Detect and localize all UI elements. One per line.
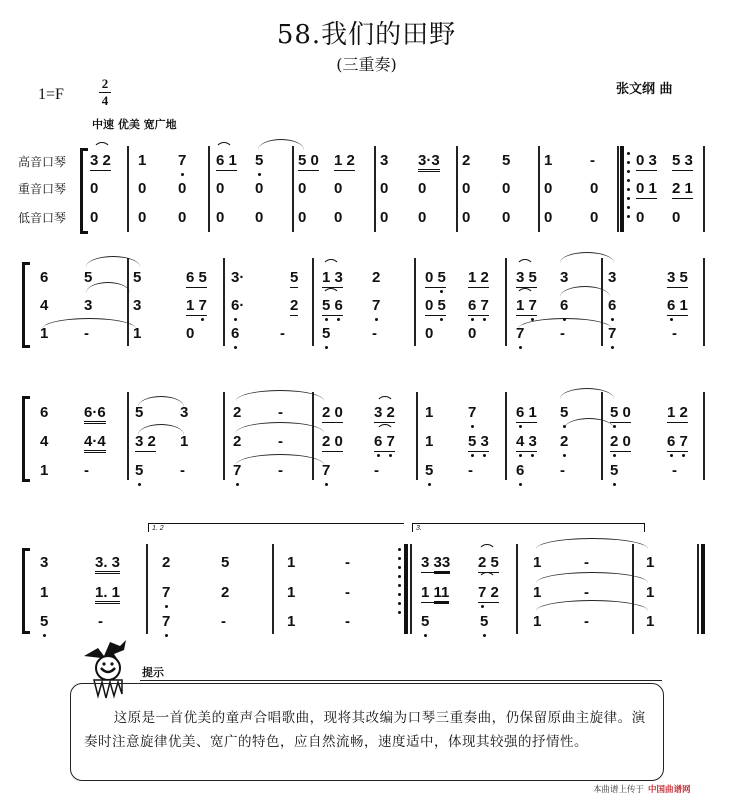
- tie: [86, 256, 140, 267]
- note-digit: 0: [425, 297, 438, 314]
- note: 5 0: [610, 404, 631, 421]
- note: 2 1: [672, 180, 693, 197]
- note: [468, 434, 489, 452]
- note: 0: [255, 180, 264, 197]
- time-numerator: 2: [101, 76, 109, 91]
- slur: [322, 259, 340, 268]
- note: 2: [162, 554, 171, 571]
- note: 3: [180, 404, 189, 421]
- note-digit: 5: [437, 297, 446, 314]
- note: 2: [462, 152, 471, 169]
- note-digit: 5: [468, 433, 477, 450]
- note: 1: [425, 433, 434, 450]
- note: 2 5: [478, 554, 499, 571]
- note: 5: [135, 404, 144, 421]
- note-digit: 5: [40, 613, 49, 630]
- note: 0: [334, 209, 343, 226]
- rest-dash: -: [221, 613, 226, 630]
- note-digit: 7: [516, 325, 525, 342]
- note: 0: [425, 325, 434, 342]
- note-digit: 0: [425, 269, 438, 286]
- note: 2: [290, 297, 299, 314]
- barline: [601, 258, 603, 346]
- note: 1: [287, 584, 296, 601]
- instrument-label-bass: 低音口琴: [18, 211, 67, 225]
- note: 6: [40, 269, 49, 286]
- note-digit: 5: [560, 404, 569, 421]
- note-digit: 6: [374, 433, 383, 450]
- note: 0 3: [636, 152, 657, 169]
- note: [608, 298, 616, 314]
- note-digit: 7: [178, 152, 187, 169]
- note: [233, 463, 241, 479]
- note: 3: [84, 297, 93, 314]
- note-digit: 7: [372, 297, 381, 314]
- note-digit: 6: [667, 297, 676, 314]
- note-digit: 6: [231, 325, 240, 342]
- volta-1-2: 1. 2: [148, 523, 404, 532]
- note: [560, 434, 568, 450]
- note-digit: 7: [480, 297, 489, 314]
- note: [560, 405, 568, 421]
- barline: [505, 258, 507, 346]
- note: 1 2: [334, 152, 355, 169]
- note: 3·3: [418, 153, 440, 172]
- note-digit: 7: [322, 462, 331, 479]
- note: 1: [544, 152, 553, 169]
- note-digit: 7: [608, 325, 617, 342]
- note-digit: 2: [610, 433, 619, 450]
- note: 0: [590, 209, 599, 226]
- note: 4: [40, 297, 49, 314]
- note: 3 2: [135, 433, 156, 450]
- note: 0: [590, 180, 599, 197]
- note: 5: [221, 554, 230, 571]
- note-digit: 5: [421, 613, 430, 630]
- note: 1: [180, 433, 189, 450]
- barline: [223, 392, 225, 480]
- tie: [86, 282, 130, 293]
- barline: [703, 392, 705, 480]
- rest-dash: -: [280, 325, 285, 342]
- note: 5 3: [672, 152, 693, 169]
- rest-dash: -: [98, 613, 103, 630]
- rest-dash: -: [584, 613, 589, 630]
- footer-brand[interactable]: 中国曲谱网: [648, 785, 691, 795]
- note-digit: 3: [480, 433, 489, 450]
- note-digit: 3: [421, 554, 434, 571]
- note-digit: 6: [560, 297, 569, 314]
- note: [425, 298, 446, 316]
- note: [40, 614, 48, 630]
- repeat-dots: [398, 548, 401, 620]
- note: [162, 585, 170, 601]
- note: 1: [646, 613, 655, 630]
- note: [231, 326, 239, 342]
- barline: [703, 146, 705, 232]
- note-digit: 1: [516, 297, 529, 314]
- note: 0: [502, 209, 511, 226]
- note: [322, 463, 330, 479]
- note-digit: 5: [480, 613, 489, 630]
- note: 1: [533, 613, 542, 630]
- note-digit: 5: [135, 462, 144, 479]
- barline: [414, 258, 416, 346]
- slur: [516, 288, 534, 297]
- slur: [376, 424, 394, 433]
- tie: [138, 396, 184, 407]
- note: 0: [418, 180, 427, 197]
- barline: [505, 392, 507, 480]
- note: 1: [40, 462, 49, 479]
- note: [667, 434, 688, 452]
- note: 0: [502, 180, 511, 197]
- note: [480, 614, 488, 630]
- slur: [516, 259, 534, 268]
- note-digit: 7: [478, 584, 487, 601]
- note: [231, 298, 244, 314]
- rest-dash: -: [672, 462, 677, 479]
- note: 1: [533, 584, 542, 601]
- note: 5 0: [298, 152, 319, 169]
- note: 0: [298, 209, 307, 226]
- note: 1: [287, 554, 296, 571]
- barline: [617, 146, 619, 232]
- note-digit: 7: [162, 584, 171, 601]
- note: [322, 298, 343, 316]
- note: 2: [372, 269, 381, 286]
- note: 0: [468, 325, 477, 342]
- note: 6: [40, 404, 49, 421]
- footer-text: 本曲谱上传于: [593, 785, 645, 795]
- note: 7 2: [478, 584, 499, 601]
- note: [425, 270, 446, 288]
- rest-dash: -: [468, 462, 473, 479]
- note: [374, 434, 395, 452]
- note: 1: [646, 584, 655, 601]
- note: 1 2: [667, 404, 688, 421]
- barline: [601, 392, 603, 480]
- note: 0: [418, 209, 427, 226]
- rest-dash: -: [590, 152, 595, 169]
- note-digit: 7: [233, 462, 242, 479]
- barline: [416, 392, 418, 480]
- footer-watermark: [593, 783, 691, 795]
- note: 0: [380, 180, 389, 197]
- note: 0: [90, 209, 99, 226]
- rest-dash: -: [345, 584, 350, 601]
- rest-dash: -: [560, 462, 565, 479]
- note-digit: 2: [560, 433, 569, 450]
- note-digit: 7: [468, 404, 477, 421]
- note-digit: 6: [608, 297, 617, 314]
- note-digit: 4: [516, 433, 525, 450]
- barline: [272, 544, 274, 634]
- barline: [208, 146, 210, 232]
- barline: [374, 146, 376, 232]
- system-bracket: [80, 148, 88, 234]
- note: 0: [298, 180, 307, 197]
- tip-header-line: [140, 680, 662, 681]
- barline: [632, 544, 634, 634]
- note: 3 2: [374, 404, 395, 421]
- rest-dash: -: [84, 462, 89, 479]
- note: [608, 326, 616, 342]
- slur: [322, 288, 340, 297]
- note-digit: 6: [516, 404, 525, 421]
- note-digit: 5: [610, 404, 619, 421]
- barline: [538, 146, 540, 232]
- note: 3·: [231, 269, 245, 286]
- barline: [516, 544, 518, 634]
- note: 1: [40, 325, 49, 342]
- note: 0: [544, 180, 553, 197]
- barline: [312, 392, 314, 480]
- note: 6·6: [84, 405, 106, 424]
- note: [421, 555, 450, 573]
- note: [468, 405, 476, 421]
- slur: [478, 544, 496, 553]
- tie: [560, 286, 610, 297]
- note: 3 5: [516, 269, 537, 286]
- note: [516, 463, 524, 479]
- note: 5: [84, 269, 93, 286]
- note: [135, 463, 143, 479]
- barline: [292, 146, 294, 232]
- instrument-label-chord: 重音口琴: [18, 182, 67, 196]
- rest-dash: -: [584, 554, 589, 571]
- rest-dash: -: [345, 554, 350, 571]
- note: 1: [646, 554, 655, 571]
- rest-dash: -: [84, 325, 89, 342]
- slur: [93, 142, 111, 151]
- tie: [560, 252, 614, 263]
- note: 3: [133, 297, 142, 314]
- note-digit: 5: [322, 297, 331, 314]
- note: 0 1: [636, 180, 657, 197]
- note: 0: [216, 209, 225, 226]
- barline: [127, 258, 129, 346]
- rest-dash: -: [278, 433, 283, 450]
- note: [516, 298, 537, 316]
- note-digit: 7: [386, 433, 395, 450]
- rest-dash: -: [560, 325, 565, 342]
- note-digit: 5: [255, 152, 264, 169]
- note: 2: [221, 584, 230, 601]
- note: 2 0: [610, 433, 631, 450]
- tie: [236, 390, 324, 401]
- note: 2: [233, 433, 242, 450]
- note: 1: [40, 584, 49, 601]
- note: [186, 298, 207, 316]
- note: 5: [290, 269, 299, 286]
- note: [516, 326, 524, 342]
- note: 3. 3: [95, 555, 120, 574]
- time-signature: [98, 77, 112, 108]
- note: 3 2: [90, 152, 111, 169]
- tie: [236, 422, 324, 433]
- rest-dash: -: [180, 462, 185, 479]
- system-bracket: [22, 262, 30, 348]
- note-low: [255, 153, 263, 169]
- note: 1 2: [468, 269, 489, 286]
- note: 6 1: [216, 152, 237, 169]
- barline: [146, 544, 148, 634]
- note: [162, 614, 170, 630]
- note: 2: [233, 404, 242, 421]
- note: 3: [608, 269, 617, 286]
- system-bracket: [22, 548, 30, 634]
- barline: [312, 258, 314, 346]
- note: 1 3: [322, 269, 343, 286]
- rest-dash: -: [672, 325, 677, 342]
- barline: [456, 146, 458, 232]
- note-digit: 33: [434, 554, 451, 574]
- volta-3: 3.: [412, 523, 645, 532]
- note-digit: 6: [334, 297, 343, 314]
- tip-text: 这原是一首优美的童声合唱歌曲，现将其改编为口琴三重奏曲，仍保留原曲主旋律。演奏时注意旋律优美、宽广的特色，应自然流畅，速度适中，体现其较强的抒情性。: [84, 710, 646, 750]
- slur: [478, 572, 496, 581]
- barline: [127, 146, 129, 232]
- tie: [560, 388, 614, 399]
- note: 0: [462, 209, 471, 226]
- tip-label: 提示: [142, 666, 164, 679]
- tie: [536, 538, 648, 549]
- note-low: [178, 153, 186, 169]
- note: [610, 463, 618, 479]
- rest-dash: -: [372, 325, 377, 342]
- note: 3 5: [667, 269, 688, 286]
- page-title: 58.我们的田野: [276, 20, 457, 50]
- note-digit: 5: [322, 325, 331, 342]
- rest-dash: -: [278, 462, 283, 479]
- note-digit: 3: [528, 433, 537, 450]
- tie: [564, 418, 614, 429]
- note: [516, 434, 537, 452]
- note: 1: [425, 404, 434, 421]
- time-denominator: 4: [101, 93, 109, 108]
- note: 1: [133, 325, 142, 342]
- note: 6 1: [667, 297, 688, 314]
- note: 5: [502, 152, 511, 169]
- note-digit: 6: [231, 297, 240, 314]
- note: 0: [138, 180, 147, 197]
- note-digit: 5: [610, 462, 619, 479]
- note-digit: 11: [434, 584, 450, 604]
- rest-dash: -: [374, 462, 379, 479]
- barline: [410, 544, 412, 634]
- note: 3: [560, 269, 569, 286]
- note: 4·4: [84, 434, 106, 453]
- note-digit: 7: [198, 297, 207, 314]
- note: 5: [133, 269, 142, 286]
- note: 1. 1: [95, 585, 120, 604]
- key-signature: 1=F: [38, 86, 64, 103]
- note: 0: [138, 209, 147, 226]
- system-bracket: [22, 396, 30, 482]
- note: 1: [138, 152, 147, 169]
- slur: [215, 142, 233, 151]
- note: [372, 298, 380, 314]
- note-digit: 7: [679, 433, 688, 450]
- note: 0: [178, 180, 187, 197]
- note-dot: ·: [239, 297, 245, 314]
- final-barline-thin: [697, 544, 699, 634]
- note: 1: [533, 554, 542, 571]
- barline: [127, 392, 129, 480]
- note-digit: 6: [667, 433, 676, 450]
- tempo-marking: 中速 优美 宽广地: [92, 118, 177, 131]
- note: [425, 463, 433, 479]
- note-digit: 6: [516, 462, 525, 479]
- note-digit: 7: [162, 613, 171, 630]
- note: [322, 326, 330, 342]
- note: 0: [255, 209, 264, 226]
- rest-dash: -: [345, 613, 350, 630]
- note: 3: [380, 152, 389, 169]
- rest-dash: -: [584, 584, 589, 601]
- note: 0: [90, 180, 99, 197]
- note: 3: [40, 554, 49, 571]
- note: 2 0: [322, 404, 343, 421]
- barline: [223, 258, 225, 346]
- note-digit: 1: [421, 584, 434, 601]
- instrument-label-high: 高音口琴: [18, 155, 67, 169]
- final-barline-thick: [701, 544, 705, 634]
- repeat-start-barline: [620, 146, 624, 232]
- note: 0: [636, 209, 645, 226]
- note: 0: [186, 325, 195, 342]
- note: 1: [287, 613, 296, 630]
- note-digit: 5: [425, 462, 434, 479]
- note: 6 1: [516, 404, 537, 421]
- note-digit: 6: [468, 297, 477, 314]
- rest-dash: -: [278, 404, 283, 421]
- note: [421, 614, 429, 630]
- note: [468, 298, 489, 316]
- note: [421, 585, 449, 603]
- note: 0: [334, 180, 343, 197]
- note: 0: [462, 180, 471, 197]
- composer: 张文纲 曲: [616, 82, 673, 97]
- note-digit: 7: [528, 297, 537, 314]
- note-digit: 1: [186, 297, 199, 314]
- note: 0: [216, 180, 225, 197]
- repeat-end-barline: [404, 544, 408, 634]
- subtitle: (三重奏): [336, 55, 397, 74]
- repeat-dots: [627, 152, 630, 224]
- barline: [703, 258, 705, 346]
- note: 0: [178, 209, 187, 226]
- note: 6 5: [186, 269, 207, 286]
- note: 2 0: [322, 433, 343, 450]
- note: 0: [544, 209, 553, 226]
- note: [560, 298, 568, 314]
- note: 0: [380, 209, 389, 226]
- tie: [258, 139, 304, 150]
- note-digit: 5: [437, 269, 446, 286]
- note: 0: [672, 209, 681, 226]
- note: 4: [40, 433, 49, 450]
- tie: [42, 318, 136, 329]
